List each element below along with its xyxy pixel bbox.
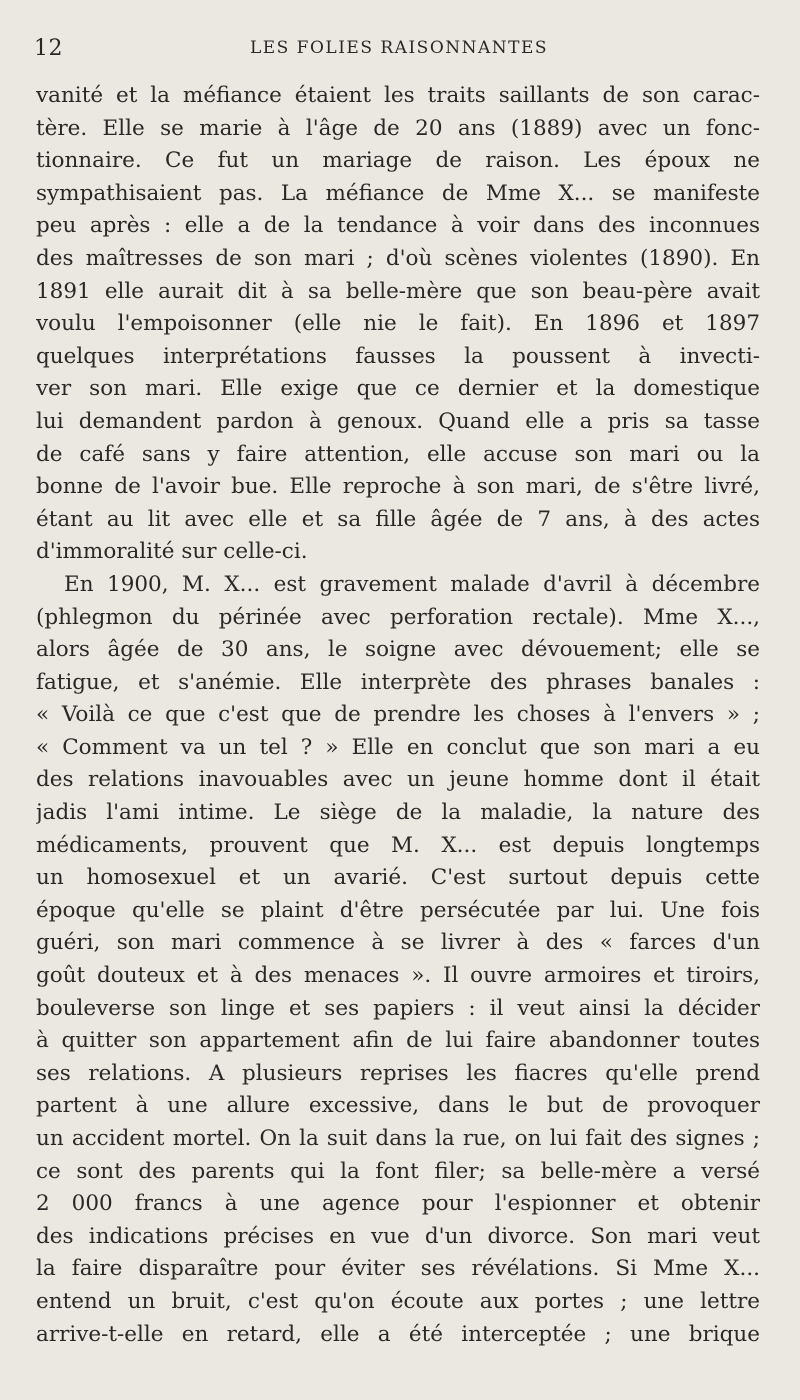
text-line: quelques interprétations fausses la poussent à invecti- [36, 343, 760, 369]
text-line: vanité et la méfiance étaient les traits saillants de son carac- [36, 83, 760, 108]
text-line: lui demandent pardon à genoux. Quand elle a pris sa tasse [36, 408, 760, 434]
text-line: goût douteux et à des menaces ». Il ouvre armoires et tiroirs, [36, 963, 760, 989]
text-line: voulu l'empoisonner (elle nie le fait). En 1896 et 1897 [36, 311, 760, 337]
running-title: LES FOLIES RAISONNANTES [249, 38, 549, 58]
text-line: jadis l'ami intime. Le siège de la maladie, la nature des [36, 800, 760, 826]
text-line: arrive-t-elle en retard, elle a été interceptée ; une brique [36, 1321, 760, 1347]
text-line: partent à une allure excessive, dans le but de provoquer [36, 1093, 760, 1119]
text-line: « Comment va un tel ? » Elle en conclut que son mari a eu [36, 734, 760, 760]
text-line: de café sans y faire attention, elle accuse son mari ou la [36, 441, 760, 467]
text-line: fatigue, et s'anémie. Elle interprète des phrases banales : [36, 669, 760, 695]
text-line: bouleverse son linge et ses papiers : il veut ainsi la décider [36, 995, 760, 1021]
text-line: médicaments, prouvent que M. X... est depuis longtemps [36, 832, 760, 858]
text-line: des relations inavouables avec un jeune homme dont il était [36, 767, 760, 793]
text-line: époque qu'elle se plaint d'être persécutée par lui. Une fois [36, 897, 760, 923]
text-line: ce sont des parents qui la font filer; sa belle-mère a versé [36, 1158, 760, 1184]
text-line: tère. Elle se marie à l'âge de 20 ans (1889) avec un fonc- [36, 115, 760, 141]
text-line: 2 000 francs à une agence pour l'espionner et obtenir [36, 1191, 760, 1217]
page-number: 12 [34, 36, 63, 61]
text-line: « Voilà ce que c'est que de prendre les choses à l'envers » ; [36, 702, 760, 728]
text-line: étant au lit avec elle et sa fille âgée de 7 ans, à des actes [36, 506, 760, 532]
text-line: tionnaire. Ce fut un mariage de raison. Les époux ne [36, 148, 760, 174]
text-line: des indications précises en vue d'un divorce. Son mari veut [36, 1223, 760, 1249]
text-line: la faire disparaître pour éviter ses révélations. Si Mme X... [36, 1256, 760, 1282]
text-line: des maîtresses de son mari ; d'où scènes violentes (1890). En [36, 245, 760, 271]
text-line: bonne de l'avoir bue. Elle reproche à son mari, de s'être livré, [36, 474, 760, 500]
body-text [36, 80, 760, 1351]
text-line: guéri, son mari commence à se livrer à des « farces d'un [36, 930, 760, 956]
page-header [34, 36, 764, 66]
text-line: un accident mortel. On la suit dans la rue, on lui fait des signes ; [36, 1126, 760, 1151]
text-line: entend un bruit, c'est qu'on écoute aux portes ; une lettre [36, 1288, 760, 1314]
text-line: peu après : elle a de la tendance à voir dans des inconnues [36, 213, 760, 239]
text-line: alors âgée de 30 ans, le soigne avec dévouement; elle se [36, 637, 760, 663]
text-line: à quitter son appartement afin de lui faire abandonner toutes [36, 1028, 760, 1054]
text-line: 1891 elle aurait dit à sa belle-mère que son beau-père avait [36, 278, 760, 304]
paragraph-start-line: En 1900, M. X... est gravement malade d'avril à décembre [64, 571, 760, 597]
text-line: sympathisaient pas. La méfiance de Mme X... se manifeste [36, 180, 760, 206]
text-line: ver son mari. Elle exige que ce dernier et la domestique [36, 376, 760, 402]
text-line: (phlegmon du périnée avec perforation rectale). Mme X..., [36, 604, 760, 630]
text-line: un homosexuel et un avarié. C'est surtout depuis cette [36, 865, 760, 891]
paragraph-end-line: d'immoralité sur celle-ci. [36, 539, 308, 565]
text-line: ses relations. A plusieurs reprises les fiacres qu'elle prend [36, 1060, 760, 1086]
